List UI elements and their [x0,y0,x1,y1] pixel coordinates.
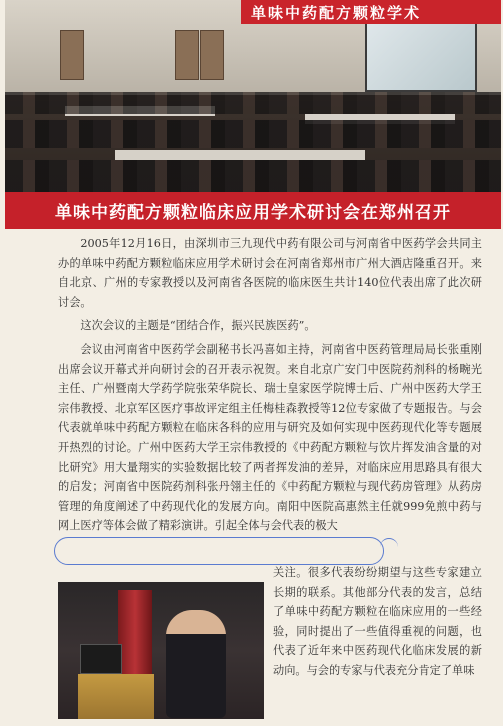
audience-row [5,92,501,114]
handwritten-circle-tail [380,538,398,549]
paragraph: 2005年12月16日，由深圳市三九现代中药有限公司与河南省中医药学会共同主办的单味中药配方颗粒临床应用学术研讨会在河南省郑州市广州大酒店隆重召开。来自北京、广州的专家教授以及河南省各医院的临床医生共计140位代表出席了此次研讨会。 [58,237,482,309]
speaker-photo [58,582,264,719]
audience-row [5,120,501,148]
article-body [58,234,482,540]
paragraph: 这次会议的主题是“团结合作，振兴民族医药”。 [80,319,316,333]
photo-window [175,30,199,80]
article-title-bar [5,192,501,229]
projection-screen [365,22,477,92]
photo-window [200,30,224,80]
photo-laptop [80,644,122,674]
photo-speaker [166,610,226,718]
photo-curtain [118,590,152,676]
article-title: 单味中药配方颗粒临床应用学术研讨会在郑州召开 [55,203,451,223]
photo-window [60,30,84,80]
conference-photo [5,0,501,192]
audience-row [5,160,501,192]
photo-desk [115,150,365,160]
magazine-banner: 单味中药配方颗粒学术 [241,0,501,24]
article-continuation: 关注。很多代表纷纷期望与这些专家建立长期的联系。其他部分代表的发言，总结了单味中药配方颗粒在临床应用的一些经验，同时提出了一些值得重视的问题，也代表了近年来中医药现代化临床发展的新动向。与会的专家与代表充分肯定了单味 [273,566,482,677]
handwritten-circle [54,537,384,565]
photo-podium [78,674,154,719]
paragraph: 会议由河南省中医药学会副秘书长冯喜如主持，河南省中医药管理局局长张重刚出席会议开幕式并向研讨会的召开表示祝贺。来自北京广安门中医院药剂科的杨畹光主任、广州暨南大学药学院张荣华院长、瑞士皇家医学院博士后、广州中医药大学王宗伟教授、北京军区医疗事故评定组主任梅桂森教授等12位专家做了专题报告。与会代表就单味中药配方颗粒在临床各科的应用与研究及如何实现中医药现代化等专题展开热烈的讨论。广州中医药大学王宗伟教授的《中药配方颗粒与饮片挥发油含量的对比研究》用大量翔实的实验数据比较了两者挥发油的差异，对临床应用思路具有很大的启发；河南省中医院药剂科张丹翎主任的《中药配方颗粒与现代药房管理》从药房管理的角度阐述了中药现代化的发展方向。南阳中医院高惠然主任就999免煎中药与网上医疗等体会做了精彩演讲。引起全体与会代表的极大 [58,342,482,533]
